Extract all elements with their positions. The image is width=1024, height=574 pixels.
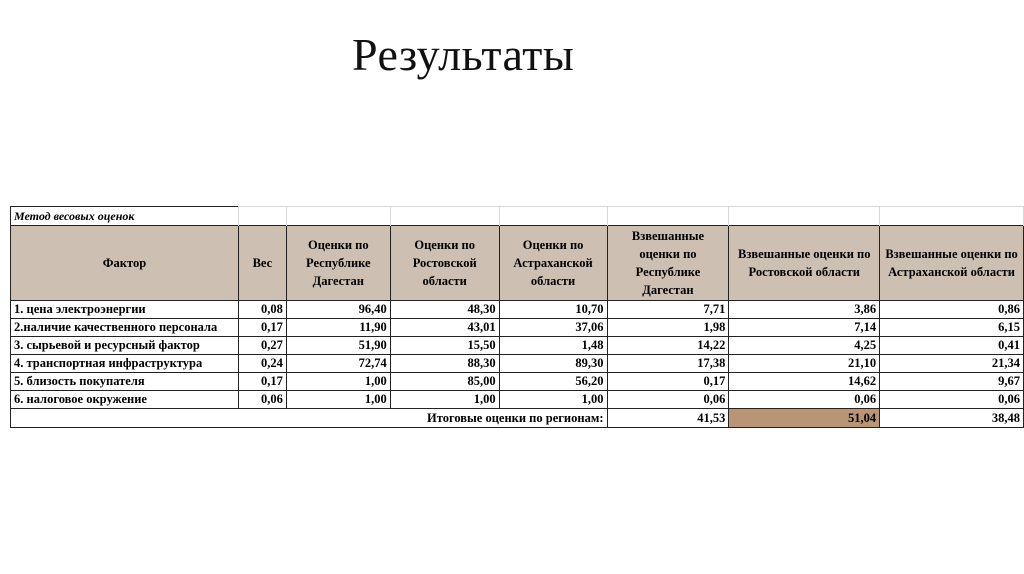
factor-cell: 3. сырьевой и ресурсный фактор (11, 337, 239, 355)
value-cell: 7,14 (729, 319, 880, 337)
value-cell: 96,40 (286, 301, 390, 319)
factor-cell: 6. налоговое окружение (11, 391, 239, 409)
value-cell: 21,10 (729, 355, 880, 373)
weight-cell: 0,24 (238, 355, 286, 373)
total-row (11, 409, 1024, 428)
header-rostov: Оценки по Ростовской области (390, 226, 499, 301)
total-label: Итоговые оценки по регионам: (11, 409, 608, 428)
table-row (11, 301, 1024, 319)
value-cell: 11,90 (286, 319, 390, 337)
value-cell: 1,98 (607, 319, 729, 337)
value-cell: 9,67 (880, 373, 1024, 391)
factor-cell: 2.наличие качественного персонала (11, 319, 239, 337)
empty-cell (729, 207, 880, 226)
value-cell: 21,34 (880, 355, 1024, 373)
value-cell: 72,74 (286, 355, 390, 373)
header-astrakhan: Оценки по Астраханской области (499, 226, 607, 301)
table-row (11, 337, 1024, 355)
factor-cell: 5. близость покупателя (11, 373, 239, 391)
value-cell: 0,41 (880, 337, 1024, 355)
table-row (11, 355, 1024, 373)
value-cell: 88,30 (390, 355, 499, 373)
header-weighted-dagestan: Взвешанные оценки по Республике Дагестан (607, 226, 729, 301)
value-cell: 14,22 (607, 337, 729, 355)
value-cell: 14,62 (729, 373, 880, 391)
weight-cell: 0,08 (238, 301, 286, 319)
value-cell: 1,00 (286, 373, 390, 391)
value-cell: 10,70 (499, 301, 607, 319)
table-caption: Метод весовых оценок (11, 207, 239, 226)
value-cell: 89,30 (499, 355, 607, 373)
value-cell: 3,86 (729, 301, 880, 319)
weight-cell: 0,17 (238, 319, 286, 337)
empty-cell (390, 207, 499, 226)
empty-cell (499, 207, 607, 226)
empty-cell (238, 207, 286, 226)
caption-row (11, 207, 1024, 226)
factor-cell: 1. цена электроэнергии (11, 301, 239, 319)
value-cell: 0,86 (880, 301, 1024, 319)
table-row (11, 373, 1024, 391)
empty-cell (607, 207, 729, 226)
value-cell: 4,25 (729, 337, 880, 355)
weight-cell: 0,06 (238, 391, 286, 409)
total-astrakhan: 38,48 (880, 409, 1024, 428)
value-cell: 7,71 (607, 301, 729, 319)
value-cell: 85,00 (390, 373, 499, 391)
header-weight: Вес (238, 226, 286, 301)
empty-cell (880, 207, 1024, 226)
value-cell: 15,50 (390, 337, 499, 355)
header-weighted-astrakhan: Взвешанные оценки по Астраханской области (880, 226, 1024, 301)
value-cell: 17,38 (607, 355, 729, 373)
value-cell: 0,17 (607, 373, 729, 391)
value-cell: 0,06 (607, 391, 729, 409)
header-row (11, 226, 1024, 301)
header-weighted-rostov: Взвешанные оценки по Ростовской области (729, 226, 880, 301)
empty-cell (286, 207, 390, 226)
spreadsheet (10, 206, 1024, 428)
value-cell: 48,30 (390, 301, 499, 319)
table-row (11, 319, 1024, 337)
value-cell: 1,48 (499, 337, 607, 355)
value-cell: 1,00 (286, 391, 390, 409)
header-factor: Фактор (11, 226, 239, 301)
slide-title: Результаты (352, 29, 575, 80)
value-cell: 37,06 (499, 319, 607, 337)
weight-cell: 0,27 (238, 337, 286, 355)
value-cell: 43,01 (390, 319, 499, 337)
header-dagestan: Оценки по Республике Дагестан (286, 226, 390, 301)
total-rostov-highlighted: 51,04 (729, 409, 880, 428)
value-cell: 6,15 (880, 319, 1024, 337)
total-dagestan: 41,53 (607, 409, 729, 428)
value-cell: 1,00 (390, 391, 499, 409)
value-cell: 1,00 (499, 391, 607, 409)
weights-table (10, 206, 1024, 428)
value-cell: 0,06 (880, 391, 1024, 409)
weight-cell: 0,17 (238, 373, 286, 391)
factor-cell: 4. транспортная инфраструктура (11, 355, 239, 373)
table-row (11, 391, 1024, 409)
value-cell: 0,06 (729, 391, 880, 409)
value-cell: 56,20 (499, 373, 607, 391)
value-cell: 51,90 (286, 337, 390, 355)
